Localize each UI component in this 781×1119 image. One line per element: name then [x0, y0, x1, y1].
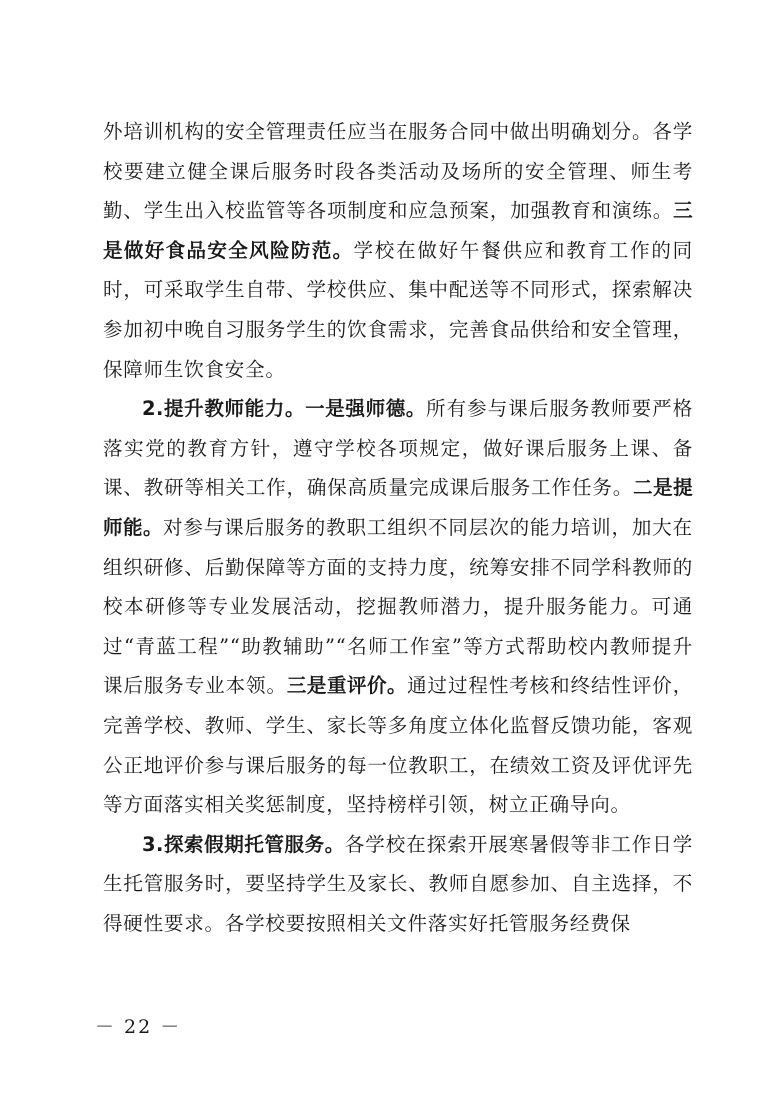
text-run: 通过过程性考核和终结性评价，完善学校、教师、学生、家长等多角度立体化监督反馈功能，客观公正地评价参与课后服务的每一位教职工，在绩效工资及评优评先等方面落实相关奖惩制度，坚持榜样引领，树立正确导向。 [103, 674, 694, 817]
text-run: 对参与课后服务的教职工组织不同层次的能力培训，加大在组织研修、后勤保障等方面的支持力度，统筹安排不同学科教师的校本研修等专业发展活动，挖掘教师潜力，提升服务能力。可通过“青蓝工程”“助教辅助”“名师工作室”等方式帮助校内教师提升课后服务专业本领。 [103, 515, 693, 698]
text-run: 各学校在探索开展寒暑假等非工作日学生托管服务时，要坚持学生及家长、教师自愿参加、自主选择，不得硬性要求。各学校要按照相关文件落实好托管服务经费保 [103, 832, 693, 935]
bold-heading-run: 3.探索假期托管服务。 [142, 832, 345, 856]
bold-heading-run: 二是提师能。 [103, 476, 693, 539]
body-text [103, 112, 693, 943]
paragraph-holiday-care [103, 825, 693, 944]
text-run: 学校在做好午餐供应和教育工作的同时，可采取学生自带、学校供应、集中配送等不同形式，探索解决参加初中晚自习服务学生的饮食需求，完善食品供给和安全管理，保障师生饮食安全。 [103, 238, 693, 381]
page-number: － 22 － [95, 1016, 182, 1038]
text-run: 外培训机构的安全管理责任应当在服务合同中做出明确划分。各学校要建立健全课后服务时段各类活动及场所的安全管理、师生考勤、学生出入校监管等各项制度和应急预案，加强教育和演练。 [103, 120, 693, 223]
paragraph-safety-management [103, 112, 693, 389]
paragraph-teacher-ability [103, 389, 693, 825]
text-run: 所有参与课后服务教师要严格落实党的教育方针，遵守学校各项规定，做好课后服务上课、备课、教研等相关工作，确保高质量完成课后服务工作任务。 [103, 397, 693, 500]
bold-heading-run: 三是重评价。 [286, 674, 408, 698]
bold-heading-run: 三是做好食品安全风险防范。 [103, 199, 693, 262]
bold-heading-run: 2.提升教师能力。一是强师德。 [142, 397, 427, 421]
